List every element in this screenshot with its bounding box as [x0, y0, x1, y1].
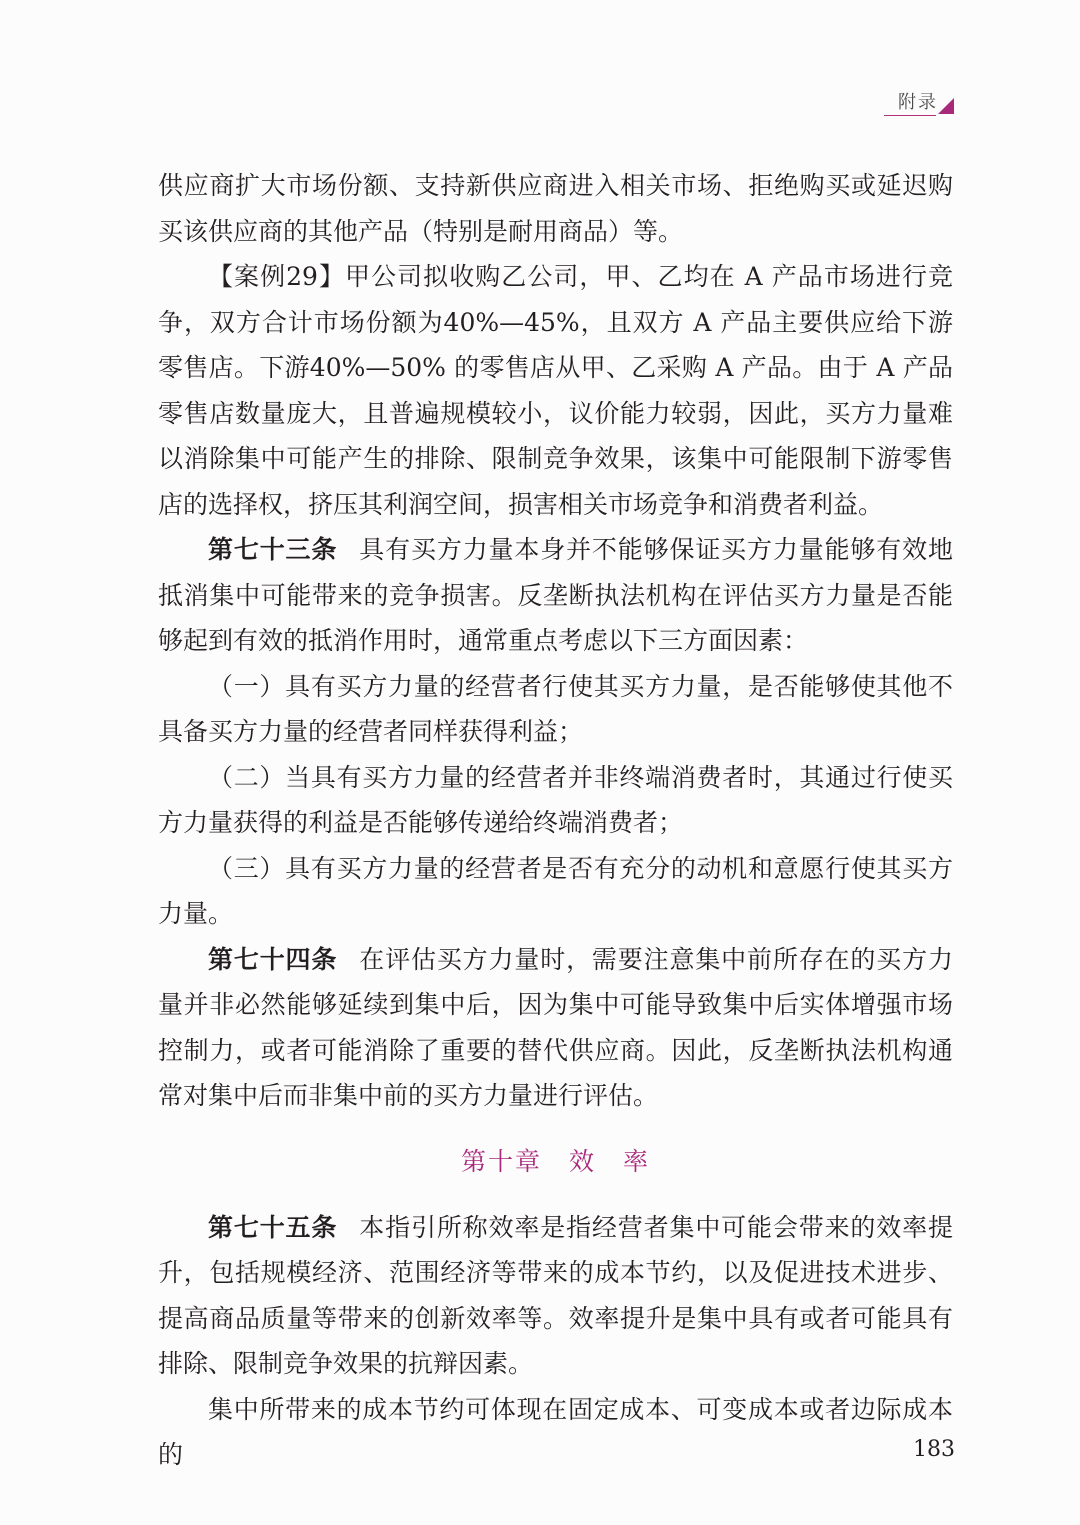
article-heading: 第七十四条	[208, 944, 338, 974]
paragraph	[158, 163, 953, 254]
paragraph-text: （三）具有买方力量的经营者是否有充分的动机和意愿行使其买方力量。	[158, 853, 953, 928]
article-heading: 第七十三条	[208, 535, 338, 564]
paragraph-text: 具有买方力量本身并不能够保证买方力量能够有效地抵消集中可能带来的竞争损害。反垄断执法机构在评估买方力量是否能够起到有效的抵消作用时，通常重点考虑以下三方面因素：	[158, 535, 953, 655]
case-paragraph	[158, 254, 953, 527]
header-triangle-icon	[938, 98, 954, 114]
paragraph-text: （二）当具有买方力量的经营者并非终端消费者时，其通过行使买方力量获得的利益是否能够传递给终端消费者；	[158, 762, 953, 837]
paragraph-text: 在评估买方力量时，需要注意集中前所存在的买方力量并非必然能够延续到集中后，因为集中可能导致集中后实体增强市场控制力，或者可能消除了重要的替代供应商。因此，反垄断执法机构通常对集中后而非集中前的买方力量进行评估。	[158, 944, 953, 1110]
paragraph-text: 集中所带来的成本节约可体现在固定成本、可变成本或者边际成本的	[158, 1394, 953, 1469]
paragraph	[158, 1387, 953, 1478]
paragraph-text: 供应商扩大市场份额、支持新供应商进入相关市场、拒绝购买或延迟购买该供应商的其他产品（特别是耐用商品）等。	[158, 171, 953, 246]
running-header	[882, 88, 954, 118]
paragraph-text: 本指引所称效率是指经营者集中可能会带来的效率提升，包括规模经济、范围经济等带来的成本节约，以及促进技术进步、提高商品质量等带来的创新效率等。效率提升是集中具有或者可能具有排除、限制竞争效果的抗辩因素。	[158, 1212, 953, 1378]
article-75	[158, 1205, 953, 1387]
page-number: 183	[913, 1437, 955, 1462]
list-item-3	[158, 846, 953, 937]
header-rule	[884, 115, 936, 116]
list-item-1	[158, 664, 953, 755]
paragraph-text: 【案例29】甲公司拟收购乙公司，甲、乙均在 A 产品市场进行竞争，双方合计市场份额为40%—45%，且双方 A 产品主要供应给下游零售店。下游40%—50% 的零售店从甲、乙采购 A 产品。由于 A 产品零售店数量庞大，且普遍规模较小，议价能力较弱，因此，买方力量难以消除集中可能产生的排除、限制竞争效果，该集中可能限制下游零售店的选择权，挤压其利润空间，损害相关市场竞争和消费者利益。	[158, 262, 953, 519]
article-73	[158, 527, 953, 664]
header-section-label: 附录	[898, 92, 938, 113]
article-heading: 第七十五条	[208, 1212, 338, 1242]
page-body	[158, 163, 953, 1478]
paragraph-text: （一）具有买方力量的经营者行使其买方力量，是否能够使其他不具备买方力量的经营者同样获得利益；	[158, 671, 953, 746]
list-item-2	[158, 755, 953, 846]
article-74	[158, 937, 953, 1119]
chapter-title: 第十章 效 率	[460, 1146, 650, 1176]
